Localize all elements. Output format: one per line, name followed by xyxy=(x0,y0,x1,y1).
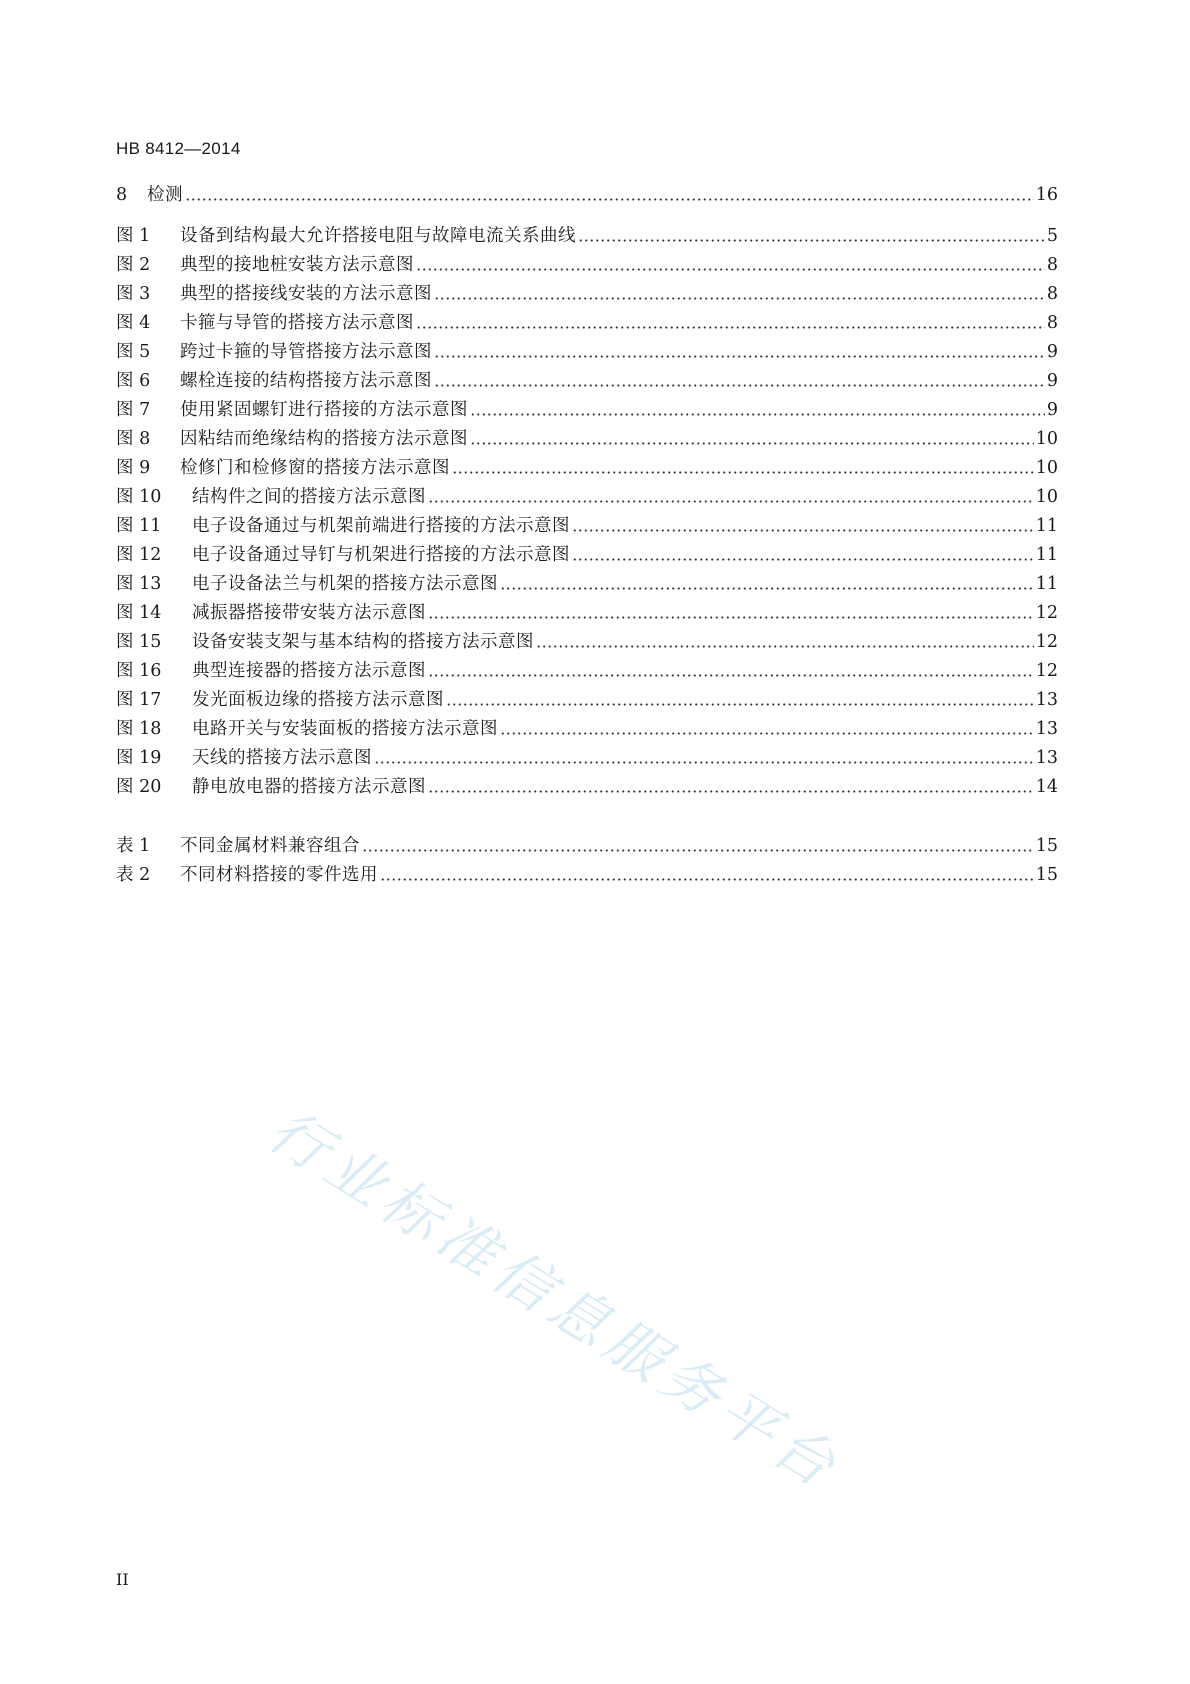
toc-entry-page: 14 xyxy=(1035,777,1058,797)
toc-entry-figure-11[interactable] xyxy=(116,509,1058,537)
toc-entry-title: 发光面板边缘的搭接方法示意图 xyxy=(192,690,444,710)
toc-entry-label: 图 9 xyxy=(116,458,151,478)
toc-entry-figure-20[interactable] xyxy=(116,770,1058,798)
toc-entry-title: 天线的搭接方法示意图 xyxy=(192,748,372,768)
toc-entry-table-1[interactable] xyxy=(116,829,1058,857)
dot-leader xyxy=(452,471,1034,474)
toc-entry-figure-15[interactable] xyxy=(116,625,1058,653)
toc-entry-page: 8 xyxy=(1046,313,1058,333)
toc-entry-figure-1[interactable] xyxy=(116,219,1058,247)
toc-entry-page: 9 xyxy=(1046,371,1058,391)
dot-leader xyxy=(434,297,1045,300)
toc-entry-title: 设备到结构最大允许搭接电阻与故障电流关系曲线 xyxy=(180,226,576,246)
toc-entry-title: 不同金属材料兼容组合 xyxy=(180,836,360,856)
toc-entry-title: 卡箍与导管的搭接方法示意图 xyxy=(180,313,414,333)
toc-entry-page: 13 xyxy=(1035,690,1058,710)
dot-leader xyxy=(416,326,1045,329)
toc-entry-page: 10 xyxy=(1035,458,1058,478)
toc-entry-figure-18[interactable] xyxy=(116,712,1058,740)
toc-entry-label: 图 12 xyxy=(116,545,162,565)
toc-entry-title: 使用紧固螺钉进行搭接的方法示意图 xyxy=(180,400,468,420)
toc-entry-figure-4[interactable] xyxy=(116,306,1058,334)
toc-entry-label: 图 16 xyxy=(116,661,162,681)
toc-entry-label: 图 19 xyxy=(116,748,162,768)
dot-leader xyxy=(446,703,1034,706)
toc-entry-figure-16[interactable] xyxy=(116,654,1058,682)
toc-entry-page: 11 xyxy=(1035,574,1058,594)
toc-entry-title: 电子设备法兰与机架的搭接方法示意图 xyxy=(192,574,498,594)
toc-entry-figure-2[interactable] xyxy=(116,248,1058,276)
page-number: II xyxy=(116,1570,129,1589)
toc-entry-page: 13 xyxy=(1035,719,1058,739)
toc-entry-figure-8[interactable] xyxy=(116,422,1058,450)
dot-leader xyxy=(470,413,1045,416)
toc-entry-page: 16 xyxy=(1035,185,1058,205)
dot-leader xyxy=(572,558,1034,561)
toc-entry-label: 图 13 xyxy=(116,574,162,594)
dot-leader xyxy=(434,384,1045,387)
toc-entry-figure-17[interactable] xyxy=(116,683,1058,711)
toc-entry-figure-3[interactable] xyxy=(116,277,1058,305)
toc-entry-label: 图 15 xyxy=(116,632,162,652)
toc-entry-label: 图 18 xyxy=(116,719,162,739)
toc-entry-page: 12 xyxy=(1035,603,1058,623)
toc-entry-title: 不同材料搭接的零件选用 xyxy=(180,865,378,885)
toc-entry-page: 12 xyxy=(1035,632,1058,652)
toc-entry-section-8[interactable] xyxy=(116,178,1058,206)
toc-entry-figure-13[interactable] xyxy=(116,567,1058,595)
toc-entry-title: 检测 xyxy=(147,185,183,205)
dot-leader xyxy=(185,198,1034,201)
dot-leader xyxy=(374,761,1034,764)
toc-entry-page: 10 xyxy=(1035,487,1058,507)
toc-entry-label: 图 4 xyxy=(116,313,151,333)
toc-entry-label: 图 11 xyxy=(116,516,162,536)
toc-entry-label: 表 2 xyxy=(116,865,151,885)
toc-entry-label: 图 2 xyxy=(116,255,151,275)
dot-leader xyxy=(578,239,1045,242)
toc-entry-title: 设备安装支架与基本结构的搭接方法示意图 xyxy=(192,632,534,652)
toc-entry-label: 图 5 xyxy=(116,342,151,362)
dot-leader xyxy=(416,268,1045,271)
toc-entry-page: 15 xyxy=(1035,836,1058,856)
toc-entry-page: 12 xyxy=(1035,661,1058,681)
toc-entry-page: 10 xyxy=(1035,429,1058,449)
toc-entry-table-2[interactable] xyxy=(116,858,1058,886)
toc-entry-figure-9[interactable] xyxy=(116,451,1058,479)
toc-entry-page: 8 xyxy=(1046,255,1058,275)
toc-entry-label: 图 20 xyxy=(116,777,162,797)
dot-leader xyxy=(428,616,1034,619)
toc-entry-title: 结构件之间的搭接方法示意图 xyxy=(192,487,426,507)
toc-entry-label: 图 3 xyxy=(116,284,151,304)
toc-entry-title: 电子设备通过与机架前端进行搭接的方法示意图 xyxy=(192,516,570,536)
toc-entry-page: 13 xyxy=(1035,748,1058,768)
dot-leader xyxy=(500,732,1034,735)
toc-entry-label: 图 8 xyxy=(116,429,151,449)
toc-entry-page: 9 xyxy=(1046,400,1058,420)
toc-entry-title: 因粘结而绝缘结构的搭接方法示意图 xyxy=(180,429,468,449)
toc-entry-title: 检修门和检修窗的搭接方法示意图 xyxy=(180,458,450,478)
toc-entry-label: 表 1 xyxy=(116,836,151,856)
toc-entry-figure-7[interactable] xyxy=(116,393,1058,421)
toc-entry-label: 图 1 xyxy=(116,226,151,246)
toc-entry-figure-14[interactable] xyxy=(116,596,1058,624)
toc-entry-label: 8 xyxy=(116,185,128,205)
dot-leader xyxy=(428,790,1034,793)
dot-leader xyxy=(380,878,1034,881)
toc-entry-page: 5 xyxy=(1046,226,1058,246)
dot-leader xyxy=(536,645,1034,648)
toc-entry-page: 8 xyxy=(1046,284,1058,304)
toc-entry-title: 电路开关与安装面板的搭接方法示意图 xyxy=(192,719,498,739)
toc-entry-title: 螺栓连接的结构搭接方法示意图 xyxy=(180,371,432,391)
toc-entry-label: 图 7 xyxy=(116,400,151,420)
toc-entry-title: 跨过卡箍的导管搭接方法示意图 xyxy=(180,342,432,362)
toc-entry-title: 电子设备通过导钉与机架进行搭接的方法示意图 xyxy=(192,545,570,565)
toc-entry-figure-12[interactable] xyxy=(116,538,1058,566)
toc-entry-title: 减振器搭接带安装方法示意图 xyxy=(192,603,426,623)
dot-leader xyxy=(428,674,1034,677)
toc-entry-figure-5[interactable] xyxy=(116,335,1058,363)
toc-entry-label: 图 10 xyxy=(116,487,162,507)
toc-entry-page: 11 xyxy=(1035,545,1058,565)
watermark-text: 行业标准信息服务平台 xyxy=(257,1096,853,1504)
toc-entry-title: 典型的搭接线安装的方法示意图 xyxy=(180,284,432,304)
toc-entry-figure-19[interactable] xyxy=(116,741,1058,769)
dot-leader xyxy=(434,355,1045,358)
dot-leader xyxy=(362,849,1034,852)
dot-leader xyxy=(572,529,1034,532)
dot-leader xyxy=(500,587,1034,590)
toc-entry-page: 9 xyxy=(1046,342,1058,362)
toc-entry-page: 15 xyxy=(1035,865,1058,885)
dot-leader xyxy=(470,442,1034,445)
toc-entry-title: 静电放电器的搭接方法示意图 xyxy=(192,777,426,797)
toc-entry-title: 典型的接地桩安装方法示意图 xyxy=(180,255,414,275)
dot-leader xyxy=(428,500,1034,503)
toc-entry-label: 图 14 xyxy=(116,603,162,623)
toc-entry-figure-6[interactable] xyxy=(116,364,1058,392)
toc-entry-figure-10[interactable] xyxy=(116,480,1058,508)
toc-entry-title: 典型连接器的搭接方法示意图 xyxy=(192,661,426,681)
toc-entry-label: 图 17 xyxy=(116,690,162,710)
toc-entry-label: 图 6 xyxy=(116,371,151,391)
toc-entry-page: 11 xyxy=(1035,516,1058,536)
document-number: HB 8412—2014 xyxy=(116,139,241,158)
